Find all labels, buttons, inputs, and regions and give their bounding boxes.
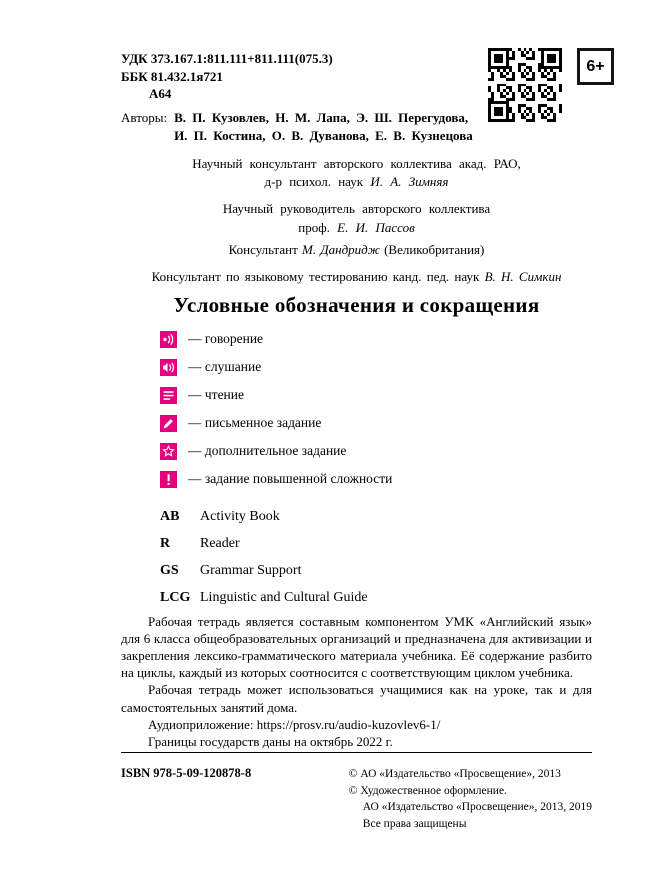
annotation-paragraph-2: Рабочая тетрадь может использоваться учащимися как на уроке, так и для самостоятельных занятий дома. [121,682,592,715]
abbr-item-ab [160,508,592,525]
authors-label: Авторы: [121,109,168,125]
abbr-label: Grammar Support [200,562,302,578]
abbr-code: R [160,535,171,551]
abbr-item-lcg [160,589,592,606]
audio-app-line: Аудиоприложение: https://prosv.ru/audio-kuzovlev6-1/ [148,716,441,732]
extra-task-icon [160,443,177,460]
abbr-item-r [160,535,592,552]
abbr-label: Activity Book [200,508,280,524]
abbr-label: Linguistic and Cultural Guide [200,589,368,605]
copyright-line: © АО «Издательство «Просвещение», 2013 [348,767,561,780]
abbr-item-gs [160,562,592,579]
isbn: ISBN 978-5-09-120878-8 [121,765,252,780]
top-right-block [488,48,614,122]
listening-icon [160,359,177,376]
authors-names [174,109,473,145]
uk-consultant-prefix: Консультант [228,242,303,258]
authors-line1: В. П. Кузовлев, Н. М. Лапа, Э. Ш. Перегудова, [174,109,469,125]
consultant-line1: Научный консультант авторского коллектива акад. РАО, [192,155,521,171]
scientific-leader-credit [121,200,592,237]
borders-note-line: Границы государств даны на октябрь 2022 г. [148,733,393,749]
copyright-line: АО «Издательство «Просвещение», 2013, 2019 [362,801,592,814]
author-sign-code: А64 [149,86,172,102]
copyright-line: Все права защищены [362,818,467,831]
annotation-block [121,613,592,750]
copyright-line: © Художественное оформление. [348,784,507,797]
authors-line2: И. П. Костина, О. В. Дуванова, Е. В. Кузнецова [174,127,473,143]
abbr-code: GS [160,562,179,578]
legend-label: — дополнительное задание [188,443,347,459]
testing-consultant-credit [121,268,592,286]
consultant-name: И. А. Зимняя [370,173,449,189]
speaking-icon [160,331,177,348]
leader-line1: Научный руководитель авторского коллектива [222,201,491,217]
legend-item-speaking [160,331,592,348]
abbr-code: AB [160,508,180,524]
scientific-consultant-credit [121,155,592,192]
legend-list [160,331,592,488]
advanced-task-icon [160,471,177,488]
abbreviation-list [160,508,592,606]
qr-code [488,48,562,122]
copyright-block [349,766,592,833]
legend-label: — говорение [188,331,264,347]
legend-label: — письменное задание [188,415,322,431]
reading-icon [160,387,177,404]
uk-consultant-name: М. Дандридж [302,242,380,258]
annotation-paragraph-1: Рабочая тетрадь является составным компонентом УМК «Английский язык» для 6 класса общеобразовательных организаций и предназначена для активизации и закрепления лексико-грамматического материала учебника. Её содержание разбито на циклы, каждый из которых соотносится с соответствующим циклом учебника. [121,613,592,681]
leader-name: Е. И. Пассов [337,219,415,235]
legend-item-writing [160,415,592,432]
testing-consultant-prefix: Консультант по языковому тестированию канд. пед. наук [151,268,485,284]
legend-item-reading [160,387,592,404]
uk-consultant-suffix: (Великобритания) [379,242,485,258]
testing-consultant-name: В. Н. Симкин [484,268,562,284]
udk-line: УДК 373.167.1:811.111+811.111(075.3) [121,51,333,66]
imprint-footer [121,752,592,833]
legend-label: — чтение [188,387,244,403]
legend-section-title: Условные обозначения и сокращения [173,293,540,318]
legend-item-advanced-task [160,471,592,488]
uk-consultant-credit [121,241,592,259]
age-rating-badge: 6+ [577,48,614,85]
legend-label: — слушание [188,359,262,375]
writing-icon [160,415,177,432]
abbr-code: LCG [160,589,191,605]
abbr-label: Reader [200,535,240,551]
consultant-line2-prefix: д-р психол. наук [264,173,371,189]
bbk-line: ББК 81.432.1я721 [121,68,223,84]
legend-item-extra-task [160,443,592,460]
legend-item-listening [160,359,592,376]
leader-line2-prefix: проф. [298,219,338,235]
legend-label: — задание повышенной сложности [188,471,393,487]
